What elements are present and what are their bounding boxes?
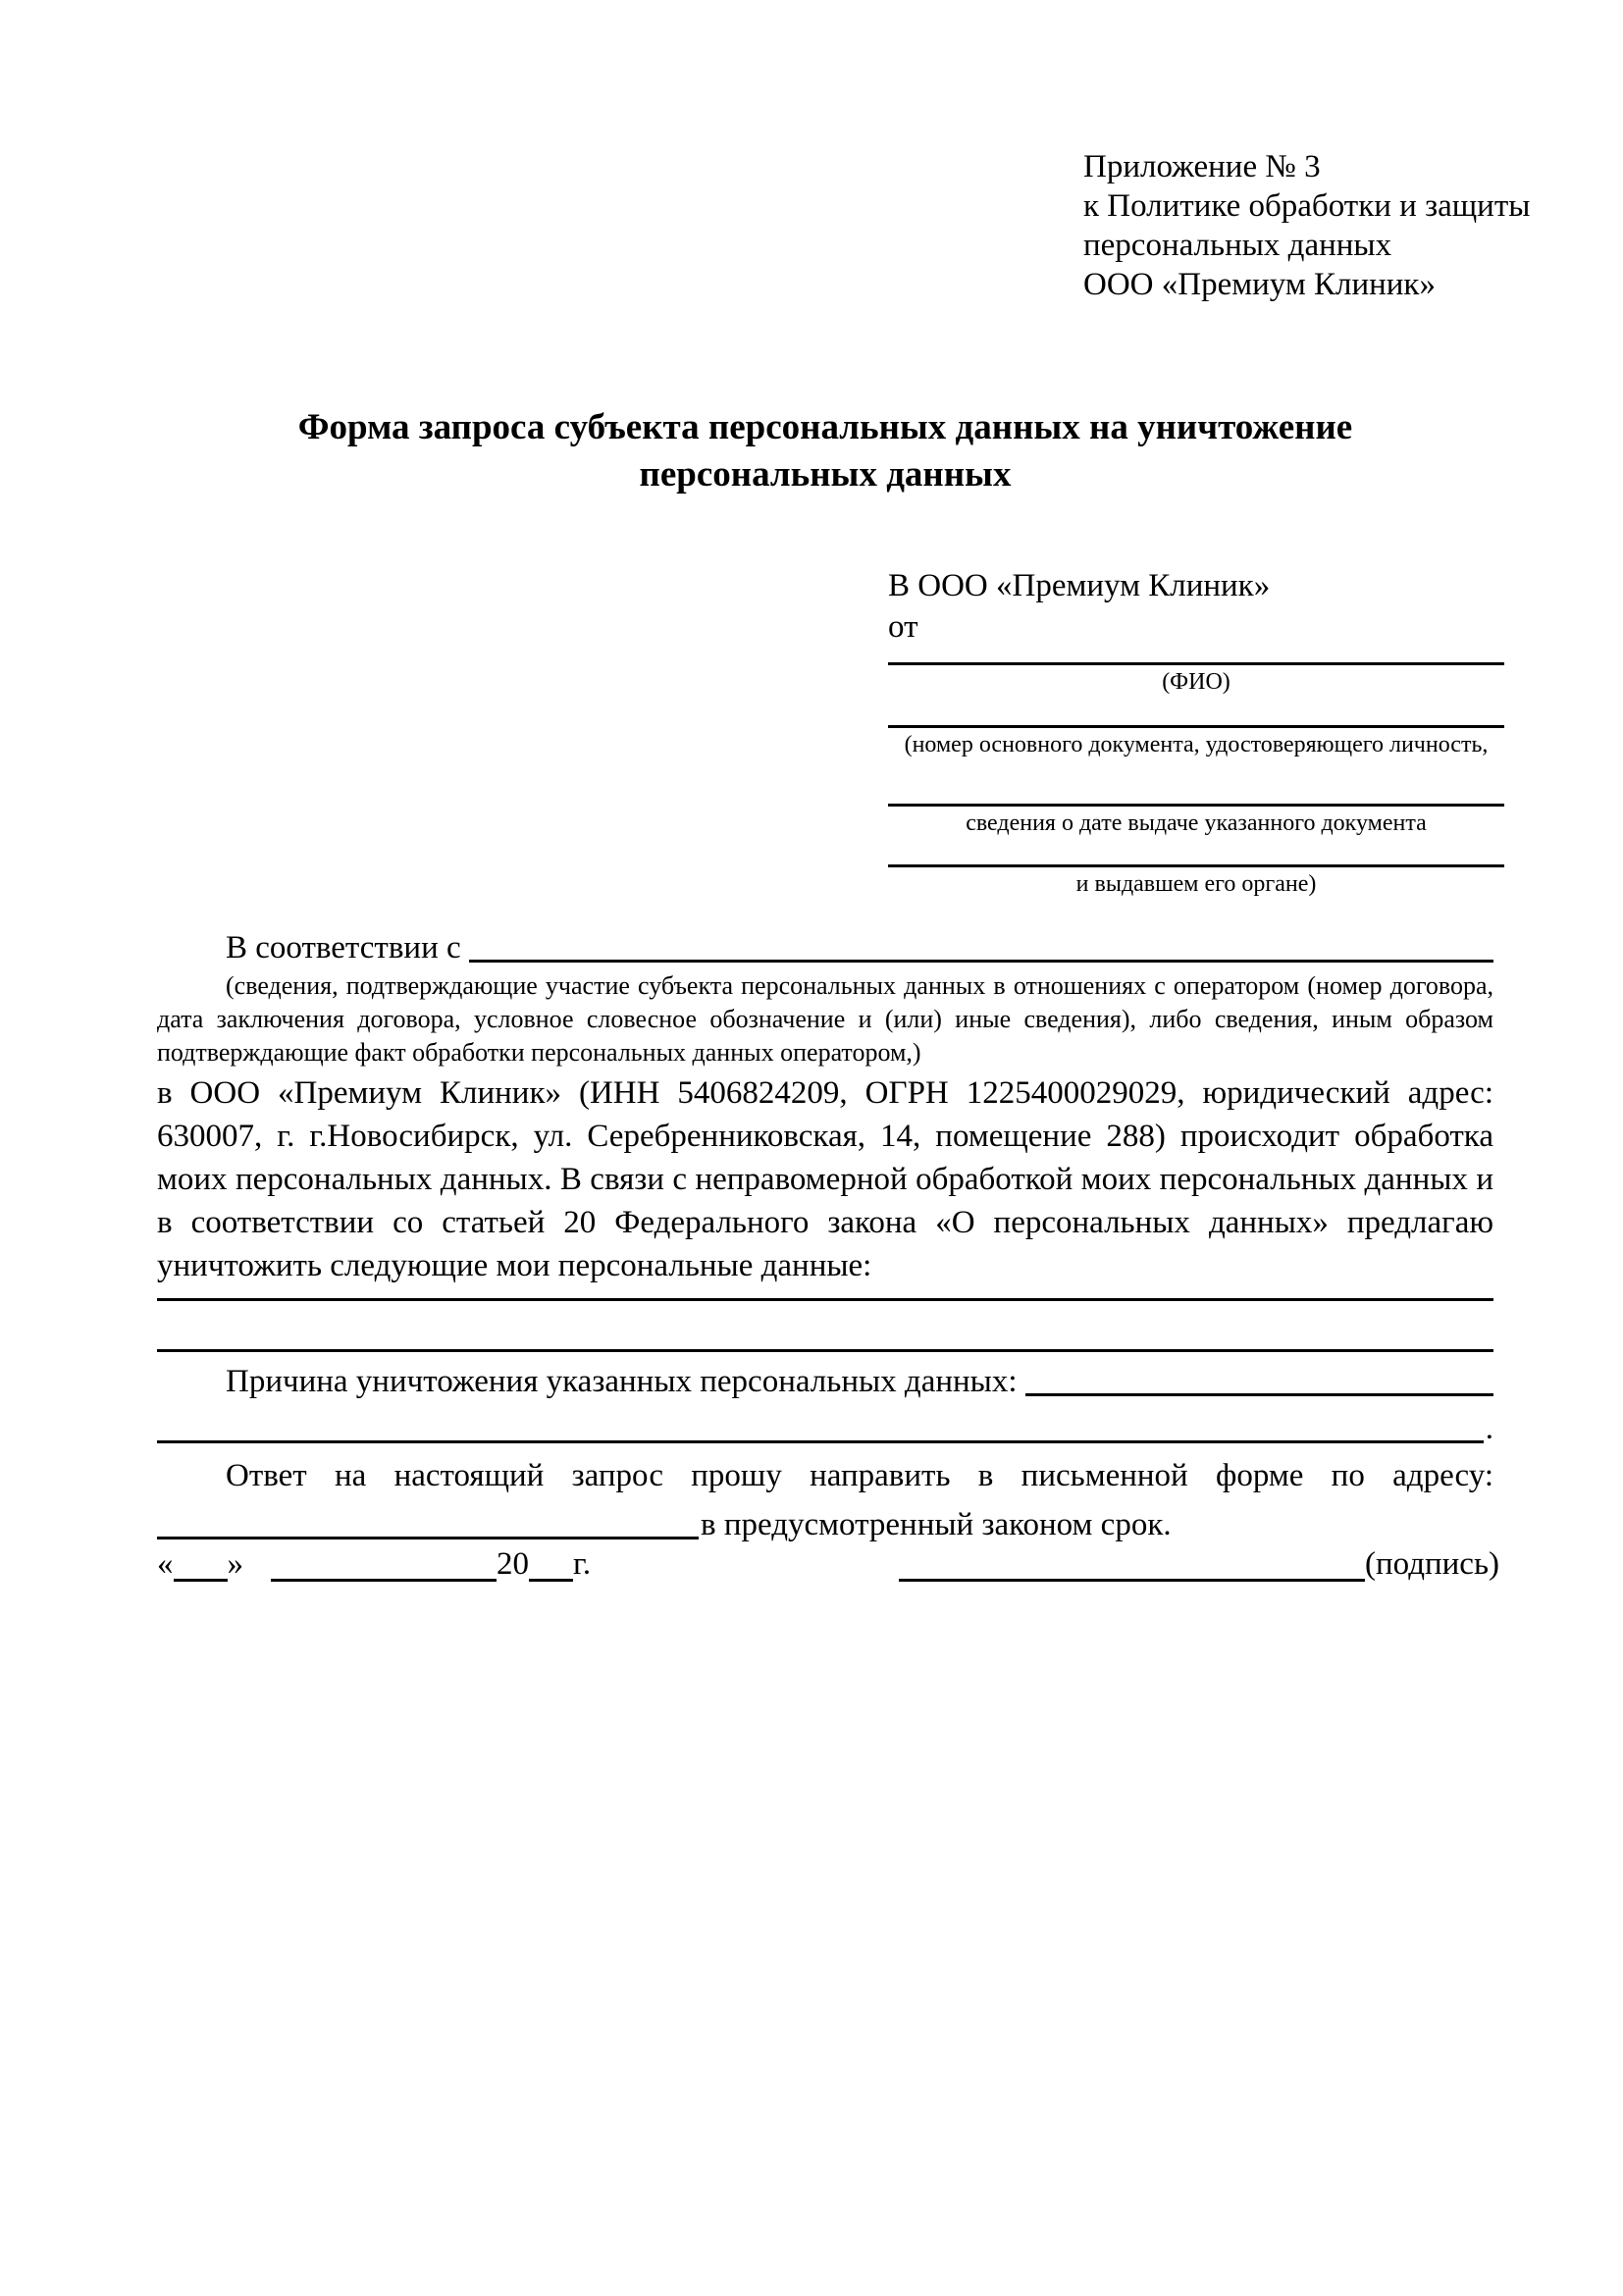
date-year-blank bbox=[529, 1549, 573, 1582]
date-year-suffix: г. bbox=[573, 1546, 592, 1582]
reason-blank-line bbox=[1025, 1393, 1493, 1396]
signature-caption: (подпись) bbox=[1365, 1546, 1499, 1582]
signature-field bbox=[899, 1542, 1499, 1586]
accordance-row bbox=[157, 924, 1493, 969]
reason-label: Причина уничтожения указанных персональных данных: bbox=[226, 1364, 1018, 1399]
data-blank-line-1 bbox=[157, 1287, 1493, 1301]
reason-line-period: . bbox=[1485, 1411, 1493, 1446]
footer-row bbox=[157, 1542, 1499, 1586]
document-title-text: Форма запроса субъекта персональных данных на уничтожение персональных данных bbox=[297, 407, 1353, 495]
addressee-block bbox=[888, 565, 1504, 899]
addressee-from-label: от bbox=[888, 609, 918, 645]
date-quote-open: « bbox=[157, 1546, 174, 1582]
accordance-label: В соответствии с bbox=[226, 930, 461, 965]
date-day-blank bbox=[174, 1549, 228, 1582]
date-quote-close: » bbox=[227, 1546, 243, 1582]
reason-continuation-blank-line bbox=[157, 1440, 1484, 1443]
date-field bbox=[157, 1542, 591, 1586]
data-blank-line-2 bbox=[157, 1301, 1493, 1352]
appendix-line-4: ООО «Премиум Клиник» bbox=[1083, 267, 1436, 302]
doc-number-blank-line bbox=[888, 697, 1504, 728]
response-tail: в предусмотренный законом срок. bbox=[701, 1507, 1172, 1542]
addressee-org: В ООО «Премиум Клиник» bbox=[888, 568, 1271, 603]
appendix-line-3: персональных данных bbox=[1083, 228, 1392, 263]
document-body bbox=[157, 924, 1493, 1546]
issue-date-blank-line bbox=[888, 759, 1504, 807]
date-year-prefix: 20 bbox=[497, 1546, 529, 1582]
appendix-line-1: Приложение № 3 bbox=[1083, 149, 1321, 184]
appendix-header bbox=[1083, 147, 1530, 304]
address-row bbox=[157, 1497, 1493, 1546]
issuing-authority-caption: и выдавшем его органе) bbox=[1075, 871, 1317, 897]
issue-date-caption: сведения о дате выдаче указанного документа bbox=[966, 810, 1427, 836]
fio-blank-line bbox=[888, 648, 1504, 665]
reason-continuation-row bbox=[157, 1403, 1493, 1450]
signature-blank-line bbox=[899, 1549, 1365, 1582]
fio-caption: (ФИО) bbox=[1162, 669, 1230, 695]
doc-number-caption: (номер основного документа, удостоверяющего личность, bbox=[904, 732, 1489, 757]
address-blank-line bbox=[157, 1537, 699, 1539]
main-paragraph: в ООО «Премиум Клиник» (ИНН 5406824209, ОГРН 1225400029029, юридический адрес: 630007, г. г.Новосибирск, ул. Серебренниковская, 14, помещение 288) происходит обработка моих персональных данных. В связи с неправомерной обработкой моих персональных данных и в соответствии со статьей 20 Федерального закона «О персональных данных» предлагаю уничтожить следующие мои персональные данные: bbox=[157, 1075, 1493, 1283]
document-title bbox=[157, 404, 1493, 498]
appendix-line-2: к Политике обработки и защиты bbox=[1083, 188, 1531, 224]
reason-row bbox=[157, 1352, 1493, 1403]
issuing-authority-blank-line bbox=[888, 838, 1504, 867]
response-paragraph: Ответ на настоящий запрос прошу направить в письменной форме по адресу: bbox=[226, 1458, 1493, 1493]
accordance-note: (сведения, подтверждающие участие субъекта персональных данных в отношениях с оператором (номер договора, дата заключения договора, условное словесное обозначение и (или) иные сведения), либо сведения, иным образом подтверждающие факт обработки персональных данных оператором,) bbox=[157, 971, 1493, 1067]
date-month-blank bbox=[271, 1549, 497, 1582]
accordance-blank-line bbox=[469, 960, 1493, 963]
